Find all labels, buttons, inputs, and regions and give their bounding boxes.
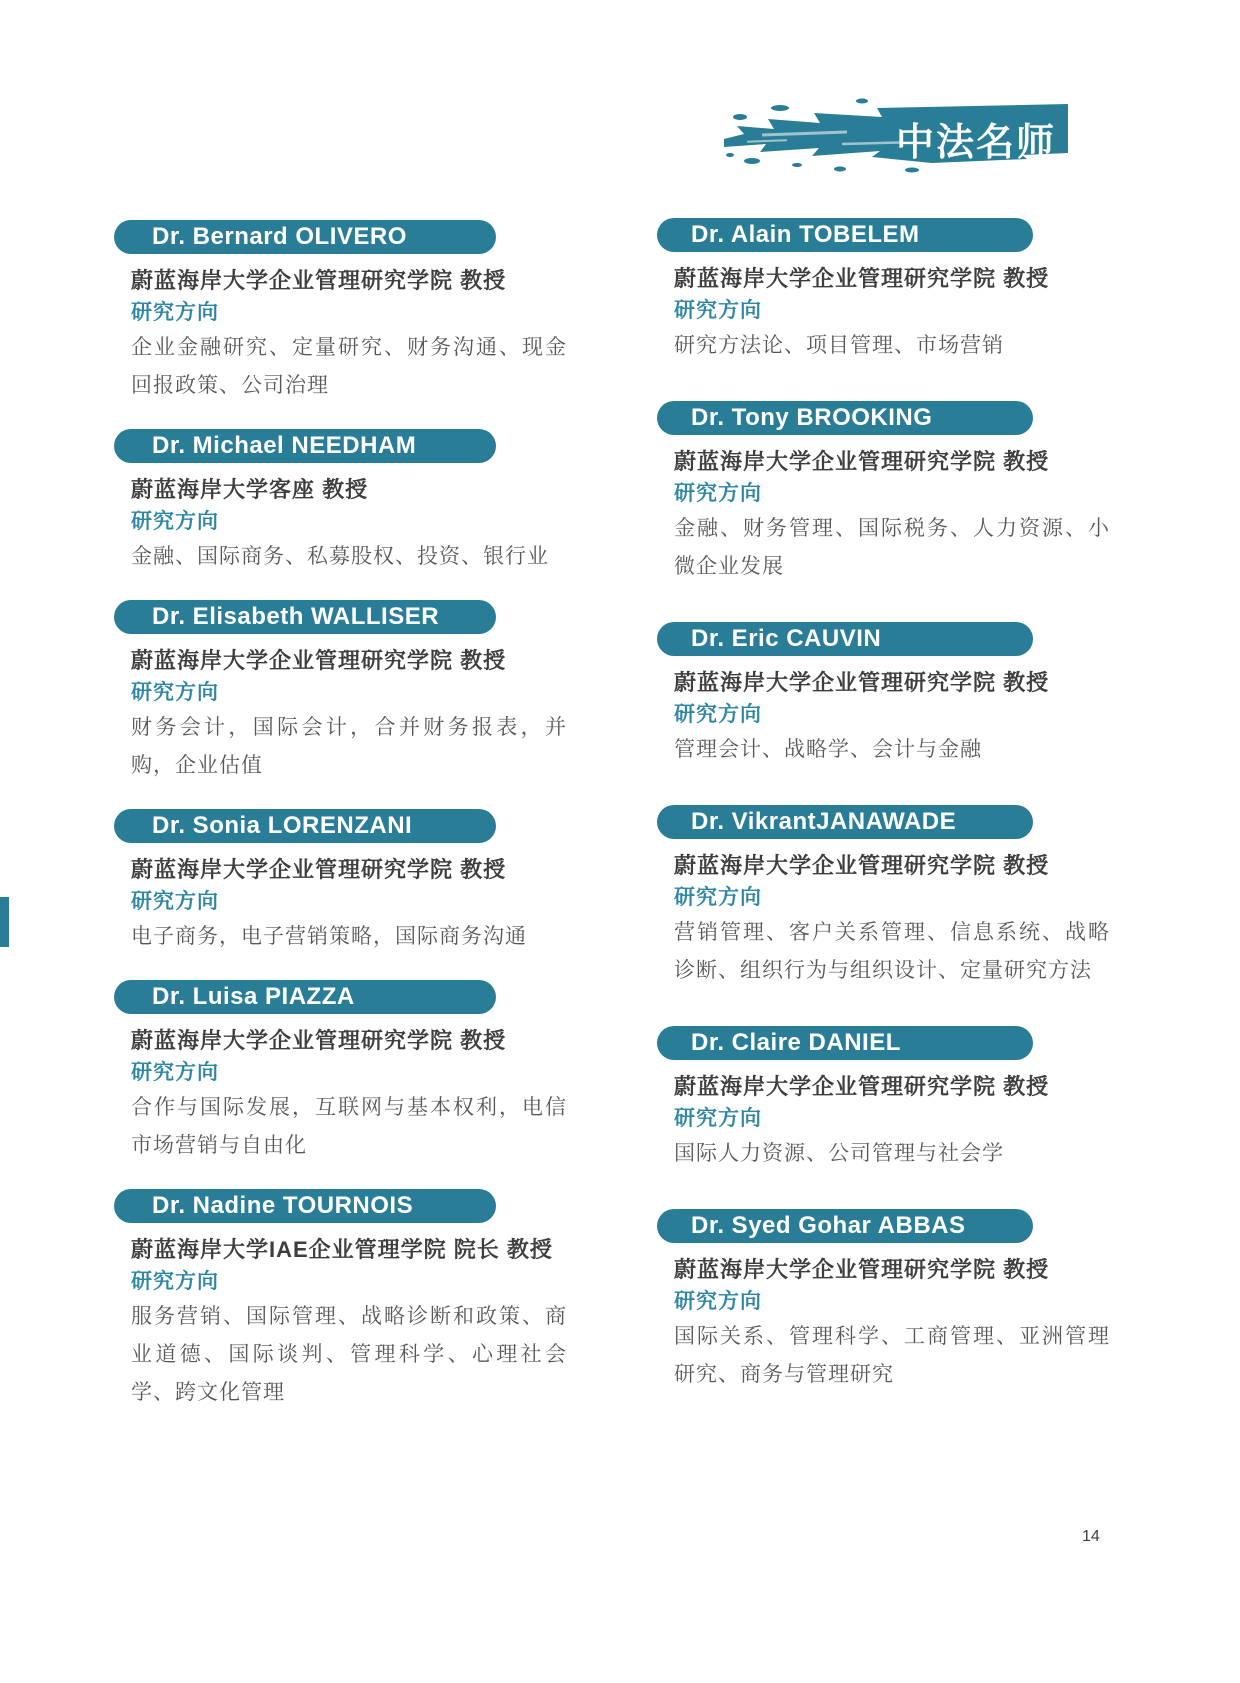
- professor-card: [657, 1026, 1109, 1173]
- page-number: 14: [1082, 1528, 1100, 1545]
- professor-name-pill: [114, 429, 496, 463]
- research-direction-label: 研究方向: [674, 299, 762, 322]
- professor-card: [114, 220, 566, 405]
- research-direction-label: 研究方向: [674, 1107, 762, 1130]
- professor-name-pill: [657, 401, 1033, 435]
- research-areas-text: 国际关系、管理科学、工商管理、亚洲管理研究、商务与管理研究: [674, 1325, 1110, 1386]
- research-direction-label: 研究方向: [131, 681, 219, 704]
- research-direction-label: 研究方向: [131, 1061, 219, 1084]
- professor-card: [657, 1209, 1109, 1394]
- professor-card: [114, 429, 566, 576]
- research-areas-text: 合作与国际发展，互联网与基本权利，电信市场营销与自由化: [131, 1096, 567, 1157]
- research-direction-label: 研究方向: [674, 703, 762, 726]
- research-areas-text: 企业金融研究、定量研究、财务沟通、现金回报政策、公司治理: [131, 336, 567, 397]
- professor-card: [114, 809, 566, 956]
- affiliation-text: 蔚蓝海岸大学企业管理研究学院 教授: [131, 648, 507, 673]
- professor-name: Dr. VikrantJANAWADE: [691, 808, 957, 835]
- professor-card: [657, 622, 1109, 769]
- professor-name: Dr. Eric CAUVIN: [691, 625, 882, 652]
- professor-card-body: [674, 266, 1109, 365]
- professor-name-pill: [114, 220, 496, 254]
- research-direction-label: 研究方向: [674, 482, 762, 505]
- affiliation-text: 蔚蓝海岸大学企业管理研究学院 教授: [131, 268, 507, 293]
- banner-title: 中法名师: [895, 122, 1056, 164]
- affiliation-text: 蔚蓝海岸大学企业管理研究学院 教授: [674, 670, 1050, 695]
- professor-card: [657, 218, 1109, 365]
- professor-card-body: [131, 268, 566, 405]
- professor-card-body: [131, 477, 566, 576]
- professor-column-right: [657, 218, 1109, 1430]
- professor-name-pill: [657, 622, 1033, 656]
- affiliation-text: 蔚蓝海岸大学客座 教授: [131, 477, 369, 502]
- affiliation-text: 蔚蓝海岸大学企业管理研究学院 教授: [131, 1028, 507, 1053]
- affiliation-text: 蔚蓝海岸大学IAE企业管理学院 院长 教授: [131, 1237, 553, 1262]
- professor-name: Dr. Tony BROOKING: [691, 404, 933, 431]
- professor-name-pill: [657, 805, 1033, 839]
- professor-card-body: [131, 1237, 566, 1412]
- affiliation-text: 蔚蓝海岸大学企业管理研究学院 教授: [674, 266, 1050, 291]
- research-areas-text: 金融、财务管理、国际税务、人力资源、小微企业发展: [674, 517, 1110, 578]
- research-direction-label: 研究方向: [131, 1270, 219, 1293]
- professor-name-pill: [657, 218, 1033, 252]
- professor-name-pill: [114, 1189, 496, 1223]
- professor-card: [657, 401, 1109, 586]
- research-areas-text: 服务营销、国际管理、战略诊断和政策、商业道德、国际谈判、管理科学、心理社会学、跨文化管理: [131, 1305, 567, 1404]
- research-direction-label: 研究方向: [131, 890, 219, 913]
- left-edge-accent-bar: [0, 897, 9, 947]
- affiliation-text: 蔚蓝海岸大学企业管理研究学院 教授: [674, 853, 1050, 878]
- affiliation-text: 蔚蓝海岸大学企业管理研究学院 教授: [674, 449, 1050, 474]
- professor-name: Dr. Sonia LORENZANI: [152, 812, 413, 839]
- professor-card-body: [674, 449, 1109, 586]
- professor-card: [114, 980, 566, 1165]
- research-areas-text: 管理会计、战略学、会计与金融: [674, 738, 982, 761]
- professor-card-body: [131, 857, 566, 956]
- professor-card: [114, 600, 566, 785]
- professor-card-body: [674, 1257, 1109, 1394]
- professor-column-left: [114, 220, 566, 1436]
- professor-card-body: [131, 648, 566, 785]
- affiliation-text: 蔚蓝海岸大学企业管理研究学院 教授: [674, 1257, 1050, 1282]
- professor-card-body: [674, 670, 1109, 769]
- research-direction-label: 研究方向: [131, 510, 219, 533]
- professor-card-body: [674, 1074, 1109, 1173]
- professor-name: Dr. Nadine TOURNOIS: [152, 1192, 414, 1219]
- professor-card: [114, 1189, 566, 1412]
- professor-name-pill: [114, 980, 496, 1014]
- research-areas-text: 研究方法论、项目管理、市场营销: [674, 334, 1004, 357]
- research-areas-text: 电子商务，电子营销策略，国际商务沟通: [131, 925, 527, 948]
- affiliation-text: 蔚蓝海岸大学企业管理研究学院 教授: [131, 857, 507, 882]
- research-areas-text: 财务会计，国际会计，合并财务报表，并购，企业估值: [131, 716, 567, 777]
- professor-card: [657, 805, 1109, 990]
- page-banner: [722, 94, 1068, 180]
- professor-name: Dr. Elisabeth WALLISER: [152, 603, 440, 630]
- professor-card-body: [674, 853, 1109, 990]
- professor-name-pill: [114, 600, 496, 634]
- professor-name: Dr. Michael NEEDHAM: [152, 432, 417, 459]
- research-areas-text: 金融、国际商务、私募股权、投资、银行业: [131, 545, 549, 568]
- professor-name-pill: [114, 809, 496, 843]
- professor-name: Dr. Bernard OLIVERO: [152, 223, 407, 250]
- professor-card-body: [131, 1028, 566, 1165]
- professor-name: Dr. Alain TOBELEM: [691, 221, 920, 248]
- affiliation-text: 蔚蓝海岸大学企业管理研究学院 教授: [674, 1074, 1050, 1099]
- professor-name: Dr. Syed Gohar ABBAS: [691, 1212, 966, 1239]
- research-areas-text: 营销管理、客户关系管理、信息系统、战略诊断、组织行为与组织设计、定量研究方法: [674, 921, 1110, 982]
- research-areas-text: 国际人力资源、公司管理与社会学: [674, 1142, 1004, 1165]
- professor-name-pill: [657, 1209, 1033, 1243]
- professor-name: Dr. Luisa PIAZZA: [152, 983, 355, 1010]
- professor-name-pill: [657, 1026, 1033, 1060]
- research-direction-label: 研究方向: [131, 301, 219, 324]
- research-direction-label: 研究方向: [674, 886, 762, 909]
- research-direction-label: 研究方向: [674, 1290, 762, 1313]
- professor-name: Dr. Claire DANIEL: [691, 1029, 901, 1056]
